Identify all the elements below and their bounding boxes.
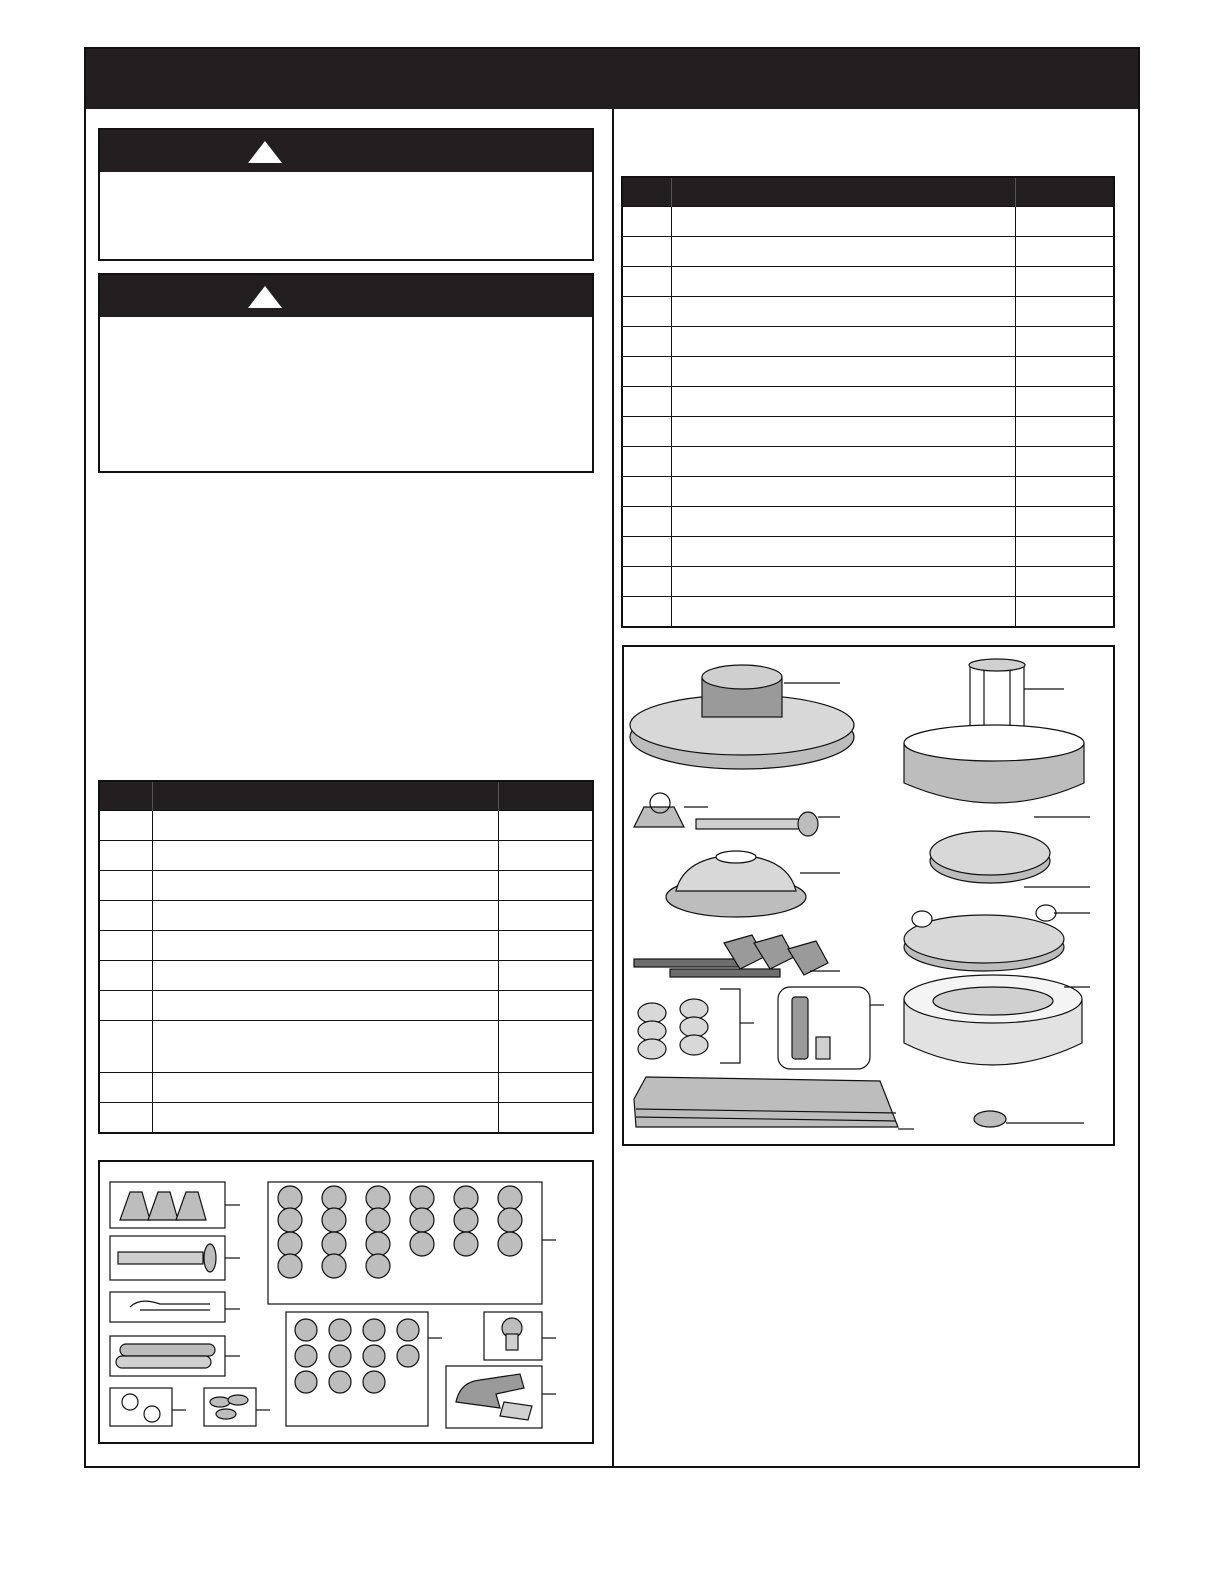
wire-nut-icon (110, 1182, 240, 1228)
table-row (622, 267, 1114, 297)
warning-bar (100, 275, 592, 317)
hardware-table (98, 780, 594, 1134)
warning-triangle-icon (248, 141, 282, 163)
balancing-kit-icon (446, 1366, 556, 1428)
table-row (622, 327, 1114, 357)
column-header-description (672, 177, 1016, 207)
table-row (99, 931, 593, 961)
table-row (622, 477, 1114, 507)
hardware-illustration (100, 1162, 592, 1442)
remote-control-icon (778, 987, 884, 1069)
table-row (99, 961, 593, 991)
table-header-row (622, 177, 1114, 207)
column-header-description (153, 781, 499, 811)
table-row (622, 297, 1114, 327)
glass-bowl-icon (904, 975, 1090, 1065)
warning-bar (100, 130, 592, 172)
spare-screw-icon (484, 1312, 556, 1360)
header-bar (86, 49, 1138, 109)
table-row (622, 417, 1114, 447)
screw-stack-icon (204, 1388, 270, 1426)
table-row (99, 901, 593, 931)
clevis-pin-icon (110, 1236, 240, 1280)
column-header-key (622, 177, 672, 207)
warning-triangle-icon (248, 286, 282, 308)
table-row (99, 1073, 593, 1103)
table-row (622, 597, 1114, 627)
switch-housing-plate-icon (930, 831, 1090, 887)
table-row (622, 537, 1114, 567)
light-bulb-icon (638, 989, 754, 1063)
hairpin-clip-icon (110, 1292, 240, 1322)
downrod-icon (696, 812, 840, 836)
light-kit-housing-icon (904, 725, 1090, 817)
warning-box-2 (98, 273, 594, 473)
table-row (622, 357, 1114, 387)
parts-illustration-panel (622, 645, 1115, 1146)
table-row (622, 447, 1114, 477)
blade-screw-icon (268, 1182, 556, 1304)
light-socket-plate-icon (904, 905, 1090, 971)
table-row (622, 387, 1114, 417)
column-header-quantity (1016, 177, 1115, 207)
table-row (99, 811, 593, 841)
table-row (99, 1103, 593, 1133)
table-row (99, 841, 593, 871)
motor-housing-icon (630, 665, 854, 769)
fan-blade-icon (634, 1077, 914, 1129)
column-divider (612, 109, 614, 1468)
table-row (622, 207, 1114, 237)
hardware-illustration-panel (98, 1160, 594, 1444)
table-row (622, 507, 1114, 537)
table-row (622, 237, 1114, 267)
table-row (622, 567, 1114, 597)
column-header-key (99, 781, 153, 811)
column-header-quantity (499, 781, 594, 811)
table-row (99, 1021, 593, 1073)
canopy-icon (666, 851, 840, 917)
parts-table (621, 176, 1115, 628)
lock-washer-icon (110, 1388, 186, 1426)
table-row (99, 871, 593, 901)
canopy-screw-icon (286, 1312, 442, 1426)
blade-arm-icon (634, 935, 840, 977)
table-row (99, 991, 593, 1021)
balance-weight-icon (110, 1336, 240, 1376)
table-header-row (99, 781, 593, 811)
parts-illustration (624, 647, 1113, 1144)
warning-box-1 (98, 128, 594, 261)
finial-cap-icon (974, 1111, 1084, 1127)
